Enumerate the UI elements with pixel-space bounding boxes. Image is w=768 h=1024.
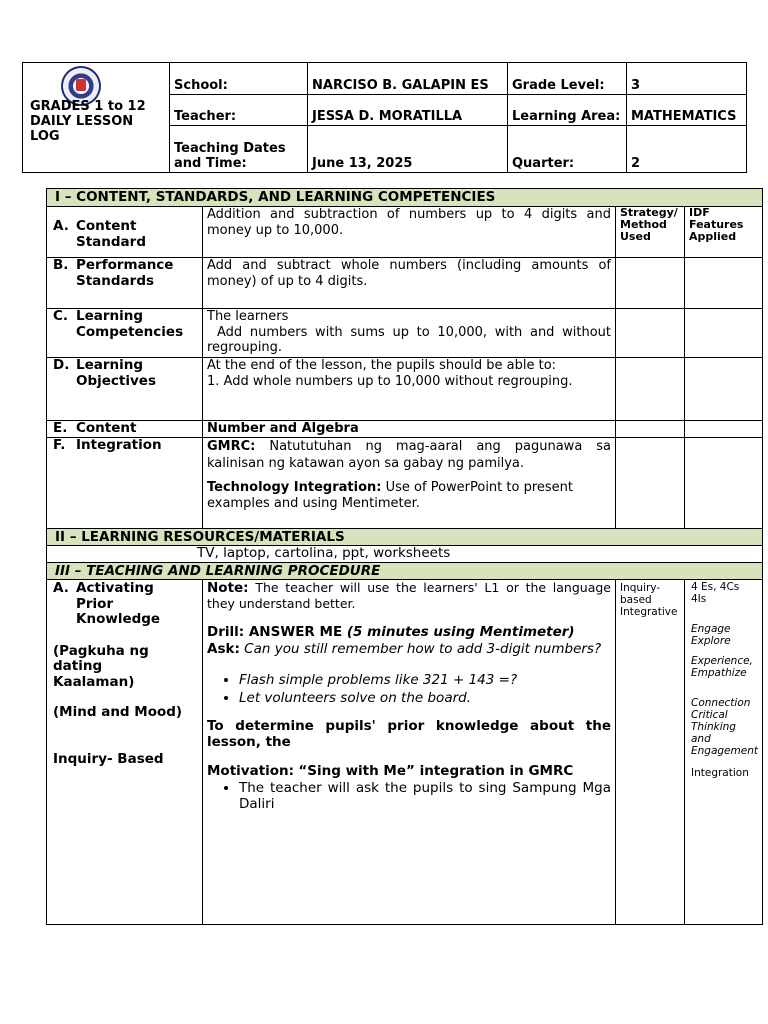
- strategy-header: Strategy/ Method Used: [616, 207, 685, 258]
- strategy-cell-e: [616, 421, 685, 438]
- inquiry-based-label: Inquiry- Based: [53, 750, 164, 767]
- drill-bullet-2: • Let volunteers solve on the board.: [239, 689, 611, 707]
- strategy-cell-a3: Inquiry-based Integrative: [616, 580, 685, 925]
- lesson-log-table: [46, 188, 763, 925]
- dates-value: June 13, 2025: [308, 126, 508, 173]
- header-table: [22, 62, 747, 173]
- activating-prior-knowledge-text: Note: The teacher will use the learners' L1 or the language they understand better. Drill: ANSWER ME (5 minutes using Mentimeter) Ask: Can you still remember how to add 3-digit numbers? • Flash simple problems like 321 + 143 =? • Let volunteers solve on the board. To determine pupils' prior knowledge about the lesson, the Motivation: “Sing with Me” integration in GMRC • The teacher will ask the pupils to sing Sampung Mga Daliri: [203, 580, 616, 925]
- quarter-label: Quarter:: [508, 126, 627, 173]
- section-3-title: III – TEACHING AND LEARNING PROCEDURE: [47, 563, 763, 580]
- content-label: E. Content: [47, 421, 203, 438]
- content-standard-text: Addition and subtraction of numbers up to 4 digits and money up to 10,000.: [203, 207, 616, 258]
- school-label: School:: [170, 63, 308, 95]
- section-2-title: II – LEARNING RESOURCES/MATERIALS: [47, 529, 763, 546]
- idf-cell-c: [685, 309, 763, 358]
- gmrc-label: GMRC:: [207, 439, 256, 454]
- integration-label: F. Integration: [47, 438, 203, 529]
- learning-objectives-text: At the end of the lesson, the pupils should be able to: 1. Add whole numbers up to 10,000 without regrouping.: [203, 358, 616, 421]
- learning-competencies-label: C. Learning Competencies: [47, 309, 203, 358]
- quarter-value: 2: [627, 126, 747, 173]
- idf-cell-d: [685, 358, 763, 421]
- idf-header: IDF Features Applied: [685, 207, 763, 258]
- gmrc-text: Natututuhan ng mag-aaral ang pagunawa sa kalinisan ng katawan ayon sa gabay ng pamilya.: [207, 439, 611, 471]
- teacher-value: JESSA D. MORATILLA: [308, 95, 508, 126]
- tech-text: Use of PowerPoint to present examples and using Mentimeter.: [207, 480, 574, 511]
- grade-label: Grade Level:: [508, 63, 627, 95]
- area-label: Learning Area:: [508, 95, 627, 126]
- strategy-cell-b: [616, 258, 685, 309]
- drill-bullet-1: • Flash simple problems like 321 + 143 =?: [239, 671, 611, 689]
- grade-value: 3: [627, 63, 747, 95]
- tech-label: Technology Integration:: [207, 480, 382, 495]
- dates-label: Teaching Dates and Time:: [170, 126, 308, 173]
- determine-text: To determine pupils' prior knowledge about the lesson, the: [207, 717, 611, 750]
- performance-standards-text: Add and subtract whole numbers (including amounts of money) of up to 4 digits.: [203, 258, 616, 309]
- strategy-cell-c: [616, 309, 685, 358]
- strategy-cell-d: [616, 358, 685, 421]
- content-standard-label: A. Content Standard: [47, 207, 203, 258]
- resources-text: TV, laptop, cartolina, ppt, worksheets: [47, 546, 763, 563]
- mind-mood-label: (Mind and Mood): [53, 704, 183, 720]
- activating-prior-knowledge-label: A. Activating Prior Knowledge (Pagkuha ng dating Kaalaman) (Mind and Mood) Inquiry- Based: [47, 580, 203, 925]
- school-value: NARCISO B. GALAPIN ES: [308, 63, 508, 95]
- integration-text: [203, 438, 616, 529]
- learning-competencies-text: The learners Add numbers with sums up to 10,000, with and without regrouping.: [203, 309, 616, 358]
- idf-cell-e: [685, 421, 763, 438]
- motivation-bullet: • The teacher will ask the pupils to sing Sampung Mga Daliri: [239, 780, 611, 812]
- header-title-cell: [23, 63, 170, 173]
- pagkuha-label: (Pagkuha ng dating Kaalaman): [53, 642, 149, 690]
- performance-standards-label: B. Performance Standards: [47, 258, 203, 309]
- strategy-cell-f: [616, 438, 685, 529]
- log-title: GRADES 1 to 12 DAILY LESSON LOG: [30, 99, 146, 144]
- idf-cell-b: [685, 258, 763, 309]
- section-1-title: I – CONTENT, STANDARDS, AND LEARNING COMPETENCIES: [47, 189, 763, 207]
- idf-cell-f: [685, 438, 763, 529]
- area-value: MATHEMATICS: [627, 95, 747, 126]
- content-text: Number and Algebra: [203, 421, 616, 438]
- idf-cell-a3: 4 Es, 4Cs 4Is Engage Explore Experience, Empathize Connection Critical Thinking and Engagement Integration: [685, 580, 763, 925]
- learning-objectives-label: D. Learning Objectives: [47, 358, 203, 421]
- teacher-label: Teacher:: [170, 95, 308, 126]
